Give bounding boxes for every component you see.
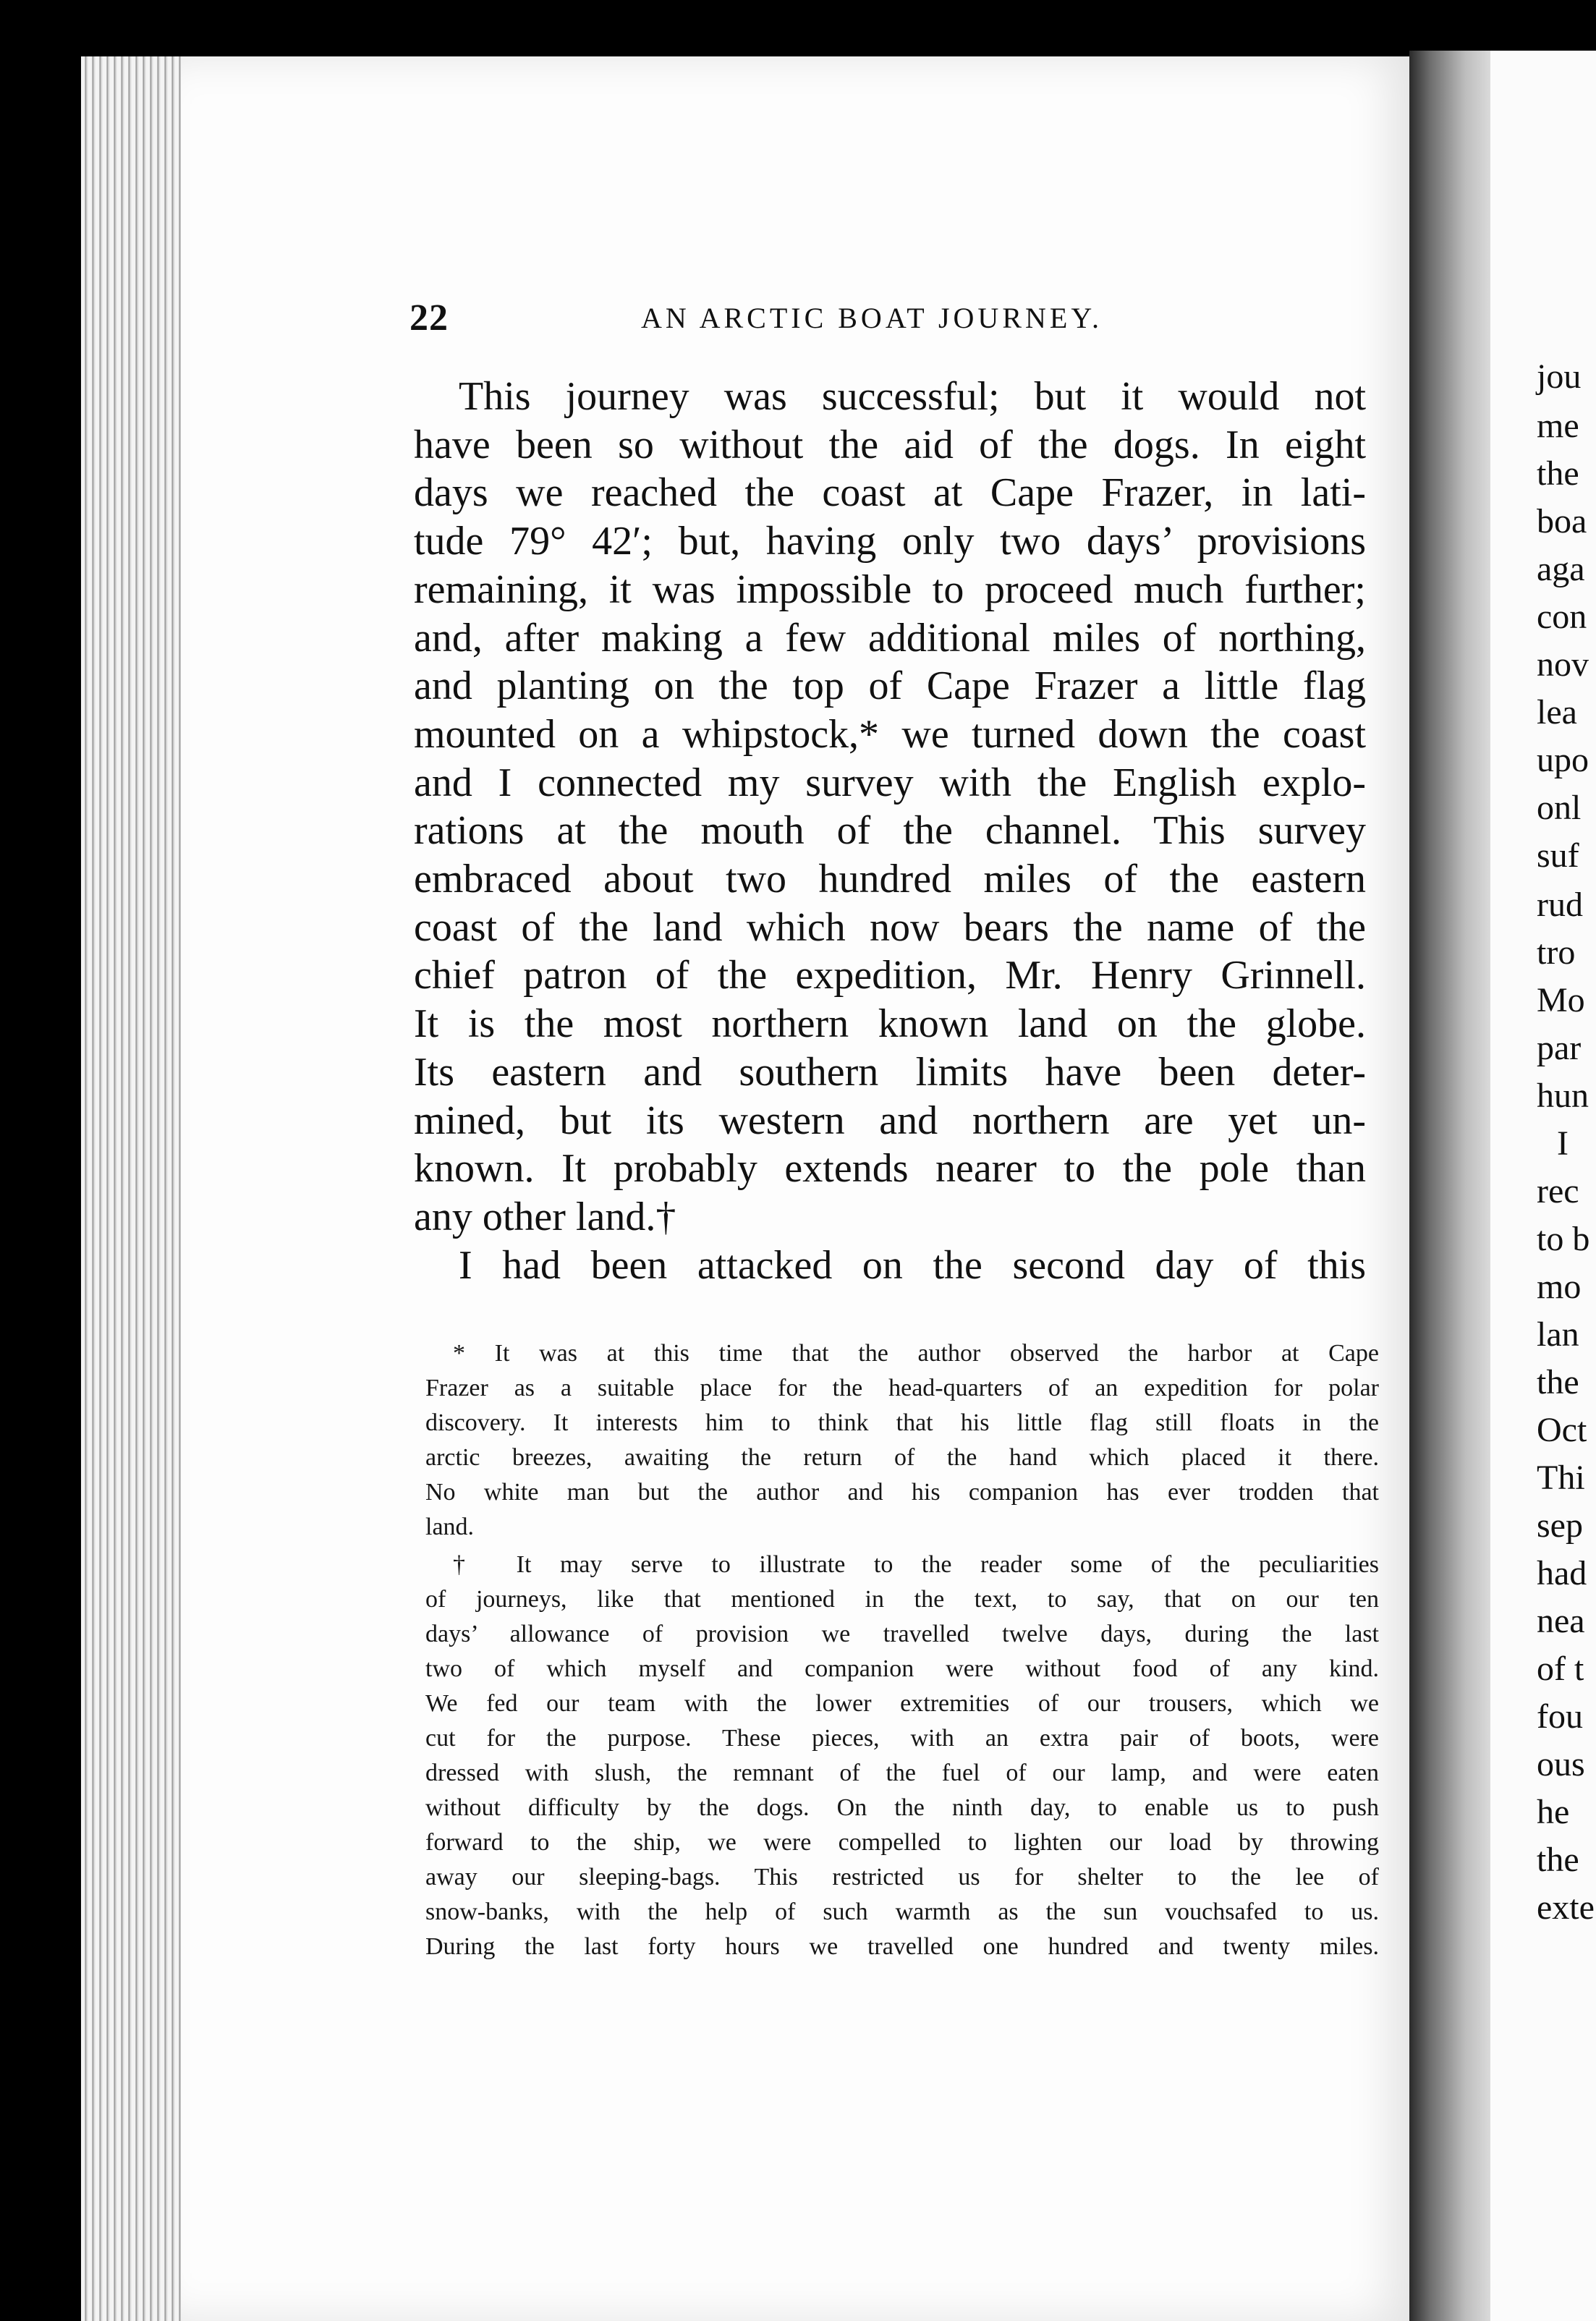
next-page-text-fragment: ous (1537, 1745, 1585, 1783)
next-page-text-fragment: fou (1537, 1697, 1583, 1736)
next-page-text-fragment: tro (1537, 933, 1576, 972)
body-line: known. It probably extends nearer to the pole than (414, 1146, 1366, 1192)
next-page-text-fragment: par (1537, 1029, 1582, 1067)
footnote-line: snow-banks, with the help of such warmth as the sun vouchsafed to us. (425, 1898, 1379, 1925)
next-page-text-fragment: rec (1537, 1172, 1579, 1210)
body-line: This journey was successful; but it would not (459, 374, 1366, 419)
next-page-text-fragment: Thi (1537, 1459, 1585, 1497)
next-page-text-fragment: nov (1537, 645, 1589, 684)
body-line: have been so without the aid of the dogs. In eight (414, 422, 1366, 467)
next-page-text-fragment: Oct (1537, 1411, 1587, 1449)
body-line: days we reached the coast at Cape Frazer, in lati- (414, 470, 1366, 516)
next-page-text-fragment: exte (1537, 1888, 1595, 1927)
next-page-fragment (1490, 51, 1596, 2321)
running-head (409, 297, 1386, 340)
footnote-line: without difficulty by the dogs. On the ninth day, to enable us to push (425, 1794, 1379, 1821)
next-page-text-fragment: lan (1537, 1315, 1579, 1354)
next-page-text-fragment: the (1537, 1841, 1579, 1879)
next-page-text-fragment: rud (1537, 886, 1583, 924)
body-line: remaining, it was impossible to proceed much further; (414, 567, 1366, 612)
page-number: 22 (409, 297, 449, 339)
next-page-text-fragment: con (1537, 598, 1587, 636)
next-page-text-fragment: I (1557, 1124, 1569, 1163)
body-line: mounted on a whipstock,* we turned down the coast (414, 711, 1366, 757)
footnote-line: land. (425, 1514, 475, 1540)
footnote-line: dressed with slush, the remnant of the fuel of our lamp, and were eaten (425, 1760, 1379, 1786)
running-title: AN ARCTIC BOAT JOURNEY. (641, 302, 1103, 334)
footnote-line: two of which myself and companion were without food of any kind. (425, 1655, 1379, 1682)
next-page-text-fragment: the (1537, 454, 1579, 493)
next-page-text-fragment: had (1537, 1554, 1587, 1592)
footnote-line: No white man but the author and his companion has ever trodden that (425, 1479, 1379, 1506)
body-line: It is the most northern known land on the globe. (414, 1001, 1366, 1047)
footnote-line: cut for the purpose. These pieces, with an extra pair of boots, were (425, 1725, 1379, 1752)
next-page-text-fragment: me (1537, 407, 1579, 445)
footnote-line: arctic breezes, awaiting the return of the hand which placed it there. (425, 1444, 1379, 1471)
next-page-text-fragment: of t (1537, 1650, 1584, 1688)
next-page-text-fragment: aga (1537, 550, 1585, 588)
next-page-text-fragment: sep (1537, 1506, 1583, 1545)
footnote-line: During the last forty hours we travelled one hundred and twenty miles. (425, 1933, 1379, 1960)
next-page-text-fragment: the (1537, 1363, 1579, 1401)
footnote-line: of journeys, like that mentioned in the text, to say, that on our ten (425, 1586, 1379, 1613)
next-page-text-fragment: suf (1537, 836, 1579, 875)
body-line: tude 79° 42′; but, having only two days’ provisions (414, 519, 1366, 564)
body-line: and planting on the top of Cape Frazer a little flag (414, 663, 1366, 709)
body-line: mined, but its western and northern are yet un- (414, 1098, 1366, 1143)
footnote-line: We fed our team with the lower extremities of our trousers, which we (425, 1690, 1379, 1717)
footnote-line: † It may serve to illustrate to the reader some of the peculiarities (453, 1551, 1379, 1578)
next-page-text-fragment: nea (1537, 1602, 1585, 1640)
footnote-line: * It was at this time that the author observed the harbor at Cape (453, 1340, 1379, 1367)
page-edges (81, 56, 190, 2321)
next-page-text-fragment: he (1537, 1793, 1570, 1831)
footnote-line: discovery. It interests him to think that his little flag still floats in the (425, 1409, 1379, 1436)
body-line: rations at the mouth of the channel. This survey (414, 808, 1366, 854)
next-page-text-fragment: onl (1537, 789, 1582, 827)
next-page-text-fragment: Mo (1537, 981, 1585, 1019)
next-page-text-fragment: jou (1537, 357, 1582, 396)
footnote-line: days’ allowance of provision we travelled twelve days, during the last (425, 1621, 1379, 1647)
next-page-text-fragment: mo (1537, 1268, 1582, 1306)
body-line: Its eastern and southern limits have been deter- (414, 1049, 1366, 1095)
footnote-line: away our sleeping-bags. This restricted us for shelter to the lee of (425, 1864, 1379, 1891)
body-line: any other land.† (414, 1194, 676, 1239)
body-line: I had been attacked on the second day of this (459, 1242, 1366, 1288)
next-page-text-fragment: upo (1537, 741, 1589, 779)
body-line: and, after making a few additional miles of northing, (414, 615, 1366, 661)
next-page-text-fragment: boa (1537, 502, 1587, 540)
body-line: chief patron of the expedition, Mr. Henry Grinnell. (414, 953, 1366, 998)
footnote-line: forward to the ship, we were compelled to lighten our load by throwing (425, 1829, 1379, 1856)
body-line: and I connected my survey with the English explo- (414, 760, 1366, 805)
next-page-text-fragment: hun (1537, 1077, 1589, 1115)
next-page-text-fragment: to b (1537, 1220, 1590, 1258)
body-line: coast of the land which now bears the name of the (414, 904, 1366, 950)
body-line: embraced about two hundred miles of the eastern (414, 857, 1366, 901)
next-page-text-fragment: lea (1537, 693, 1577, 731)
footnote-line: Frazer as a suitable place for the head-quarters of an expedition for polar (425, 1375, 1379, 1401)
